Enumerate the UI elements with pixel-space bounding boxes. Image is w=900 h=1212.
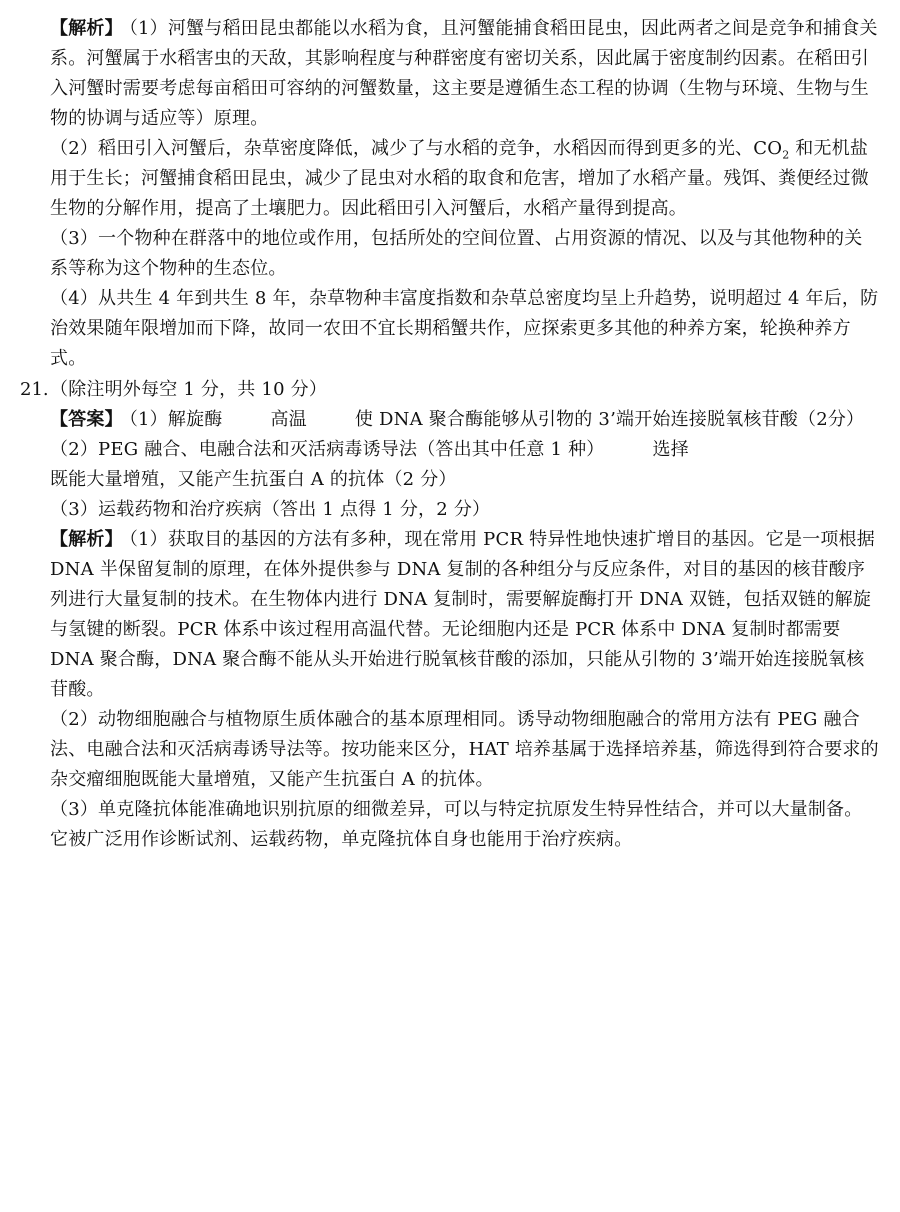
analysis-section-20: [50, 14, 880, 374]
answer-1-2: 高温: [270, 409, 307, 430]
analysis-tag-21: 【解析】: [50, 529, 123, 550]
question-header: （除注明外每空 1 分，共 10 分）: [50, 379, 328, 400]
explanation-paragraph-3: （3）单克隆抗体能准确地识别抗原的细微差异，可以与特定抗原发生特异性结合，并可以大量制备。它被广泛用作诊断试剂、运载药物，单克隆抗体自身也能用于治疗疾病。: [50, 799, 863, 850]
explanation-paragraph-1: [50, 525, 880, 705]
explanation-text-1: （1）获取目的基因的方法有多种，现在常用 PCR 特异性地快速扩增目的基因。它是一项根据 DNA 半保留复制的原理，在体外提供参与 DNA 复制的各种组分与反应条件，对目的基因的核苷酸序列进行大量复制的技术。在生物体内进行 DNA 复制时，需要解旋酶打开 DNA 双链，包括双链的解旋与氢键的断裂。PCR 体系中该过程用高温代替。无论细胞内还是 PCR 体系中 DNA 复制时都需要 DNA 聚合酶，DNA 聚合酶不能从头开始进行脱氧核苷酸的添加，只能从引物的 3’端开始连接脱氧核苷酸。: [50, 529, 875, 700]
answer-line-1: [50, 405, 880, 435]
analysis-tag: 【解析】: [50, 18, 123, 39]
answer-1-1: （1）解旋酶: [128, 409, 223, 430]
analysis-paragraph-1: [50, 14, 880, 134]
analysis-paragraph-3: （3）一个物种在群落中的地位或作用，包括所处的空间位置、占用资源的情况、以及与其他物种的关系等称为这个物种的生态位。: [50, 228, 863, 279]
answer-tag: 【答案】: [50, 409, 123, 430]
analysis-text-1: （1）河蟹与稻田昆虫都能以水稻为食，且河蟹能捕食稻田昆虫，因此两者之间是竞争和捕食关系。河蟹属于水稻害虫的天敌，其影响程度与种群密度有密切关系，因此属于密度制约因素。在稻田引入河蟹时需要考虑每亩稻田可容纳的河蟹数量，这主要是遵循生态工程的协调（生物与环境、生物与生物的协调与适应等）原理。: [50, 18, 878, 129]
answer-line-2: [50, 435, 880, 465]
question-21: [50, 375, 880, 855]
analysis-text-2a: （2）稻田引入河蟹后，杂草密度降低，减少了与水稻的竞争，水稻因而得到更多的光、CO: [50, 138, 783, 159]
answer-2-1: （2）PEG 融合、电融合法和灭活病毒诱导法（答出其中任意 1 种）: [50, 439, 605, 460]
answer-line-2b: 既能大量增殖，又能产生抗蛋白 A 的抗体（2 分）: [50, 469, 457, 490]
analysis-text-2b: 和无机盐用于生长；河蟹捕食稻田昆虫，减少了昆虫对水稻的取食和危害，增加了水稻产量。残饵、粪便经过微生物的分解作用，提高了土壤肥力。因此稻田引入河蟹后，水稻产量得到提高。: [50, 138, 869, 219]
analysis-paragraph-4: （4）从共生 4 年到共生 8 年，杂草物种丰富度指数和杂草总密度均呈上升趋势，说明超过 4 年后，防治效果随年限增加而下降，故同一农田不宜长期稻蟹共作，应探索更多其他的种养方案，轮换种养方式。: [50, 288, 879, 369]
answer-2-2: 选择: [652, 439, 689, 460]
co2-subscript: 2: [782, 148, 790, 162]
analysis-paragraph-2: [50, 134, 880, 224]
answer-line-3: （3）运载药物和治疗疾病（答出 1 点得 1 分，2 分）: [50, 499, 491, 520]
question-number: 21.: [20, 379, 49, 400]
explanation-paragraph-2: （2）动物细胞融合与植物原生质体融合的基本原理相同。诱导动物细胞融合的常用方法有 PEG 融合法、电融合法和灭活病毒诱导法等。按功能来区分，HAT 培养基属于选择培养基，筛选得到符合要求的杂交瘤细胞既能大量增殖，又能产生抗蛋白 A 的抗体。: [50, 709, 879, 790]
answer-1-3: 使 DNA 聚合酶能够从引物的 3’端开始连接脱氧核苷酸（2分）: [354, 409, 865, 430]
